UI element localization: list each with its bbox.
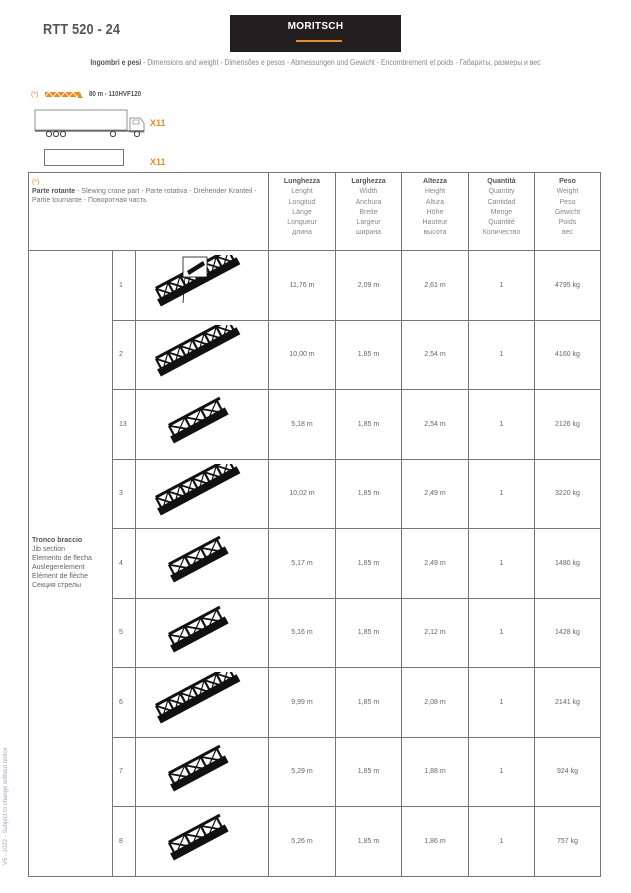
column-title: Larghezza <box>351 178 386 185</box>
piece-quantity: 1 <box>469 459 535 529</box>
column-translation: Cantidad <box>487 198 516 206</box>
subtitle-translations: - Dimensions and weight - Dimensões e pesos - Abmessungen und Gewicht - Encombrement et poids - Габариты, размеры и вес <box>141 58 541 67</box>
piece-weight: 4795 kg <box>535 251 601 321</box>
column-header-quantity <box>469 173 535 251</box>
group-translations: - Slewing crane part - Parte rotativa - Drehender Kranteil - Partie tournante - Поворотная часть <box>32 188 257 204</box>
piece-length: 5,17 m <box>269 529 336 599</box>
group-title: Parte rotante <box>32 188 76 195</box>
piece-width: 1,85 m <box>336 320 402 390</box>
column-translation: Anchura <box>355 198 382 206</box>
logo-accent-bar <box>296 40 342 42</box>
column-translation: Peso <box>559 198 576 206</box>
column-translation: Menge <box>490 208 513 216</box>
truck-count: X11 <box>150 118 166 128</box>
column-translation: Height <box>424 188 446 196</box>
document-title: RTT 520 - 24 <box>43 21 121 38</box>
table-row <box>29 251 601 321</box>
piece-quantity: 1 <box>469 668 535 738</box>
piece-height: 2,49 m <box>402 529 469 599</box>
piece-length: 5,16 m <box>269 598 336 668</box>
piece-length: 11,76 m <box>269 251 336 321</box>
jib-section-icon <box>136 737 269 807</box>
piece-quantity: 1 <box>469 737 535 807</box>
table-row <box>29 390 601 460</box>
column-translation: Longueur <box>287 219 317 227</box>
column-translation: Weight <box>556 188 579 196</box>
piece-number: 2 <box>113 320 136 390</box>
group-marker: (*) <box>32 179 40 186</box>
column-translation: Gewicht <box>554 208 581 216</box>
piece-weight: 3220 kg <box>535 459 601 529</box>
piece-number: 4 <box>113 529 136 599</box>
piece-weight: 924 kg <box>535 737 601 807</box>
column-title: Quantità <box>487 178 516 185</box>
page-subtitle <box>44 58 587 67</box>
piece-number: 5 <box>113 598 136 668</box>
column-translation: Width <box>359 188 378 196</box>
piece-weight: 1480 kg <box>535 529 601 599</box>
column-translation: высота <box>423 229 447 237</box>
jib-head-section-icon <box>136 251 269 321</box>
piece-height: 2,12 m <box>402 598 469 668</box>
column-translation: Altura <box>425 198 445 206</box>
table-header-row <box>29 173 601 251</box>
section-translation: Jib section <box>32 546 66 554</box>
piece-weight: 4160 kg <box>535 320 601 390</box>
truck-icon <box>34 108 146 138</box>
piece-height: 2,49 m <box>402 459 469 529</box>
piece-quantity: 1 <box>469 251 535 321</box>
table-row <box>29 598 601 668</box>
container-icon <box>44 149 124 166</box>
table-row <box>29 737 601 807</box>
piece-number: 3 <box>113 459 136 529</box>
piece-number: 1 <box>113 251 136 321</box>
piece-width: 2,09 m <box>336 251 402 321</box>
column-translation: Länge <box>292 208 312 216</box>
piece-width: 1,85 m <box>336 598 402 668</box>
jib-section-icon <box>136 529 269 599</box>
column-translation: Longitud <box>288 198 316 206</box>
section-translation: Elément de flèche <box>32 573 89 581</box>
table-row <box>29 807 601 877</box>
piece-quantity: 1 <box>469 598 535 668</box>
piece-number: 6 <box>113 668 136 738</box>
piece-width: 1,85 m <box>336 390 402 460</box>
piece-length: 5,29 m <box>269 737 336 807</box>
section-translation: Elemento de flecha <box>32 555 92 563</box>
piece-weight: 2126 kg <box>535 390 601 460</box>
jib-section-icon <box>136 598 269 668</box>
piece-height: 1,86 m <box>402 807 469 877</box>
piece-quantity: 1 <box>469 807 535 877</box>
dimensions-table <box>28 172 601 877</box>
piece-length: 5,26 m <box>269 807 336 877</box>
column-translation: Poids <box>558 219 577 227</box>
column-translation: Quantity <box>488 188 515 196</box>
piece-length: 10,00 m <box>269 320 336 390</box>
container-count: X11 <box>150 157 166 167</box>
moritsch-logo <box>230 15 401 52</box>
column-translation: длина <box>292 229 312 237</box>
section-translation: Auslegerelement <box>32 564 85 572</box>
piece-width: 1,85 m <box>336 807 402 877</box>
section-title: Tronco braccio <box>32 537 83 545</box>
piece-weight: 757 kg <box>535 807 601 877</box>
table-row <box>29 668 601 738</box>
column-header-height <box>402 173 469 251</box>
column-translation: Lenght <box>291 188 313 196</box>
column-title: Altezza <box>422 178 448 185</box>
column-translation: Quantité <box>488 219 515 227</box>
jib-configuration <box>31 91 148 98</box>
group-header <box>29 173 269 251</box>
piece-number: 13 <box>113 390 136 460</box>
table-row <box>29 320 601 390</box>
jib-section-icon <box>136 390 269 460</box>
piece-height: 2,08 m <box>402 668 469 738</box>
jib-icon <box>45 91 83 98</box>
section-translation: Секция стрелы <box>32 582 82 590</box>
piece-number: 8 <box>113 807 136 877</box>
column-header-weight <box>535 173 601 251</box>
piece-weight: 2141 kg <box>535 668 601 738</box>
subtitle-bold: Ingombri e pesi <box>90 58 142 67</box>
piece-length: 5,18 m <box>269 390 336 460</box>
column-header-length <box>269 173 336 251</box>
column-translation: ширина <box>355 229 382 237</box>
column-translation: Largeur <box>356 219 381 227</box>
piece-width: 1,85 m <box>336 529 402 599</box>
piece-quantity: 1 <box>469 320 535 390</box>
column-translation: Количество <box>482 229 521 237</box>
piece-weight: 1428 kg <box>535 598 601 668</box>
column-title: Lunghezza <box>283 178 321 185</box>
piece-height: 2,54 m <box>402 320 469 390</box>
piece-length: 9,99 m <box>269 668 336 738</box>
column-title: Peso <box>559 178 576 185</box>
config-marker: (*) <box>31 91 39 99</box>
piece-number: 7 <box>113 737 136 807</box>
piece-width: 1,85 m <box>336 459 402 529</box>
version-note: V5 - 1022 - Subject to change without notice <box>3 747 9 865</box>
piece-quantity: 1 <box>469 529 535 599</box>
piece-length: 10,02 m <box>269 459 336 529</box>
piece-height: 2,54 m <box>402 390 469 460</box>
config-label: 80 m - 110HVF120 <box>89 91 142 99</box>
piece-width: 1,85 m <box>336 737 402 807</box>
jib-section-icon <box>136 320 269 390</box>
column-translation: Höhe <box>426 208 444 216</box>
piece-height: 2,61 m <box>402 251 469 321</box>
jib-section-icon <box>136 807 269 877</box>
column-header-width <box>336 173 402 251</box>
column-translation: Hauteur <box>422 219 448 227</box>
column-translation: Breite <box>359 208 378 216</box>
table-row <box>29 529 601 599</box>
table-row <box>29 459 601 529</box>
section-label <box>29 251 113 877</box>
piece-width: 1,85 m <box>336 668 402 738</box>
piece-height: 1,88 m <box>402 737 469 807</box>
jib-section-icon <box>136 668 269 738</box>
logo-text: MORITSCH <box>287 21 344 32</box>
column-translation: вес <box>561 229 574 237</box>
jib-section-icon <box>136 459 269 529</box>
piece-quantity: 1 <box>469 390 535 460</box>
